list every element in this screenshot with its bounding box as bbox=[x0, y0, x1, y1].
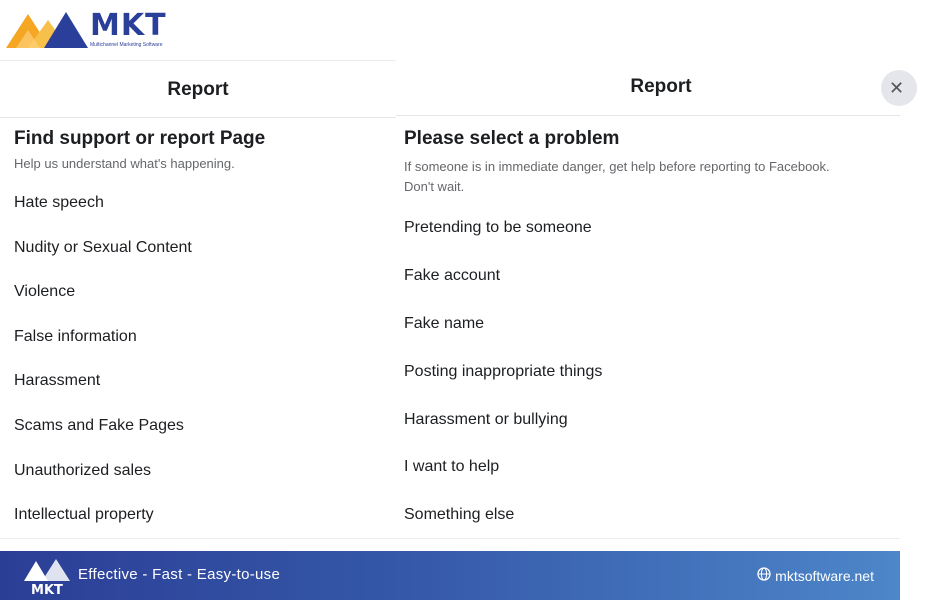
brand-name: MKT bbox=[90, 8, 167, 43]
report-option[interactable]: Nudity or Sexual Content bbox=[14, 239, 192, 256]
problem-option[interactable]: Harassment or bullying bbox=[404, 411, 568, 428]
report-option[interactable]: Scams and Fake Pages bbox=[14, 417, 184, 434]
brand-subtitle: Multichannel Marketing Software bbox=[90, 42, 163, 48]
description-line: If someone is in immediate danger, get help before reporting to Facebook. bbox=[404, 159, 830, 174]
footer-logo-text: MKT bbox=[31, 583, 63, 598]
close-icon: ✕ bbox=[889, 77, 905, 98]
brand-logo bbox=[4, 8, 167, 52]
panel-header bbox=[396, 60, 905, 116]
section-description: Help us understand what's happening. bbox=[14, 156, 235, 171]
description-line: Don't wait. bbox=[404, 179, 465, 194]
report-option[interactable]: Hate speech bbox=[14, 194, 104, 211]
problem-option[interactable]: I want to help bbox=[404, 458, 500, 475]
report-option[interactable]: False information bbox=[14, 328, 137, 345]
report-problem-panel bbox=[396, 60, 905, 552]
section-title: Please select a problem bbox=[404, 128, 620, 149]
globe-icon bbox=[757, 567, 771, 584]
problem-option[interactable]: Fake account bbox=[404, 267, 501, 284]
mountain-logo-icon bbox=[4, 8, 90, 52]
report-option[interactable]: Violence bbox=[14, 283, 76, 300]
problem-option[interactable]: Fake name bbox=[404, 315, 485, 332]
panel-title: Report bbox=[630, 76, 692, 97]
problem-option[interactable]: Posting inappropriate things bbox=[404, 363, 603, 380]
footer-logo-icon bbox=[22, 555, 72, 597]
panel-header bbox=[0, 61, 396, 118]
report-option[interactable]: Intellectual property bbox=[14, 506, 154, 523]
website-text: mktsoftware.net bbox=[775, 567, 874, 584]
footer-banner bbox=[0, 551, 900, 600]
divider bbox=[0, 538, 900, 539]
footer-website[interactable] bbox=[757, 567, 874, 584]
section-title: Find support or report Page bbox=[14, 128, 266, 149]
footer-tagline: Effective - Fast - Easy-to-use bbox=[78, 566, 281, 583]
problem-option[interactable]: Something else bbox=[404, 506, 515, 523]
panel-title: Report bbox=[167, 79, 229, 100]
report-page-panel bbox=[0, 60, 396, 553]
report-option[interactable]: Unauthorized sales bbox=[14, 462, 151, 479]
section-description bbox=[404, 157, 904, 197]
close-button[interactable] bbox=[881, 70, 917, 106]
problem-option[interactable]: Pretending to be someone bbox=[404, 219, 592, 236]
report-option[interactable]: Harassment bbox=[14, 372, 101, 389]
